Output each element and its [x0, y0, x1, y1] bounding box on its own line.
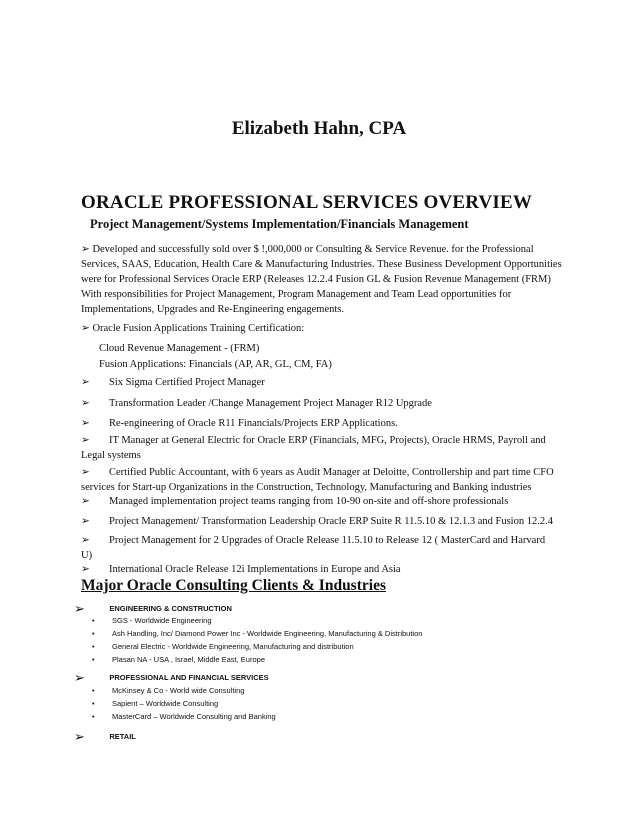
arrow-bullet-icon: ➢ [81, 516, 90, 527]
arrow-bullet-icon: ➢ [74, 670, 85, 685]
arrow-bullet-icon: ➢ [81, 418, 90, 429]
list-item: • Plasan NA - USA , Israel, Middle East, Europe [92, 655, 265, 664]
bullet-icon: • [92, 686, 95, 695]
list-item: ➢ Project Management/ Transformation Leadership Oracle ERP Suite R 11.5.10 & 12.1.3 and Fusion 12.2.4 [81, 516, 553, 527]
bullet-icon: • [92, 616, 95, 625]
bullet-icon: • [92, 699, 95, 708]
list-item: ➢ Project Management for 2 Upgrades of Oracle Release 11.5.10 to Release 12 ( MasterCard and Harvard U) [81, 535, 546, 561]
clients-heading: Major Oracle Consulting Clients & Industries [81, 577, 386, 594]
list-item: • Ash Handling, Inc/ Diamond Power Inc - Worldwide Engineering, Manufacturing & Distribution [92, 629, 423, 638]
arrow-bullet-icon: ➢ [81, 496, 90, 507]
certification-paragraph: ➢ Oracle Fusion Applications Training Certification: [81, 323, 305, 334]
list-item: • McKinsey & Co - World wide Consulting [92, 686, 245, 695]
list-item: ➢ Re-engineering of Oracle R11 Financials/Projects ERP Applications. [81, 418, 398, 429]
list-item: ➢ Certified Public Accountant, with 6 years as Audit Manager at Deloitte, Controllership and part time CFO services for Start-up Organizations in the Construction, Technology, Manufacturing and Banking industries [81, 467, 554, 493]
arrow-bullet-icon: ➢ [81, 535, 90, 546]
list-item: • SGS - Worldwide Engineering [92, 616, 212, 625]
list-item: • MasterCard – Worldwide Consulting and Banking [92, 712, 276, 721]
arrow-bullet-icon: ➢ [81, 377, 90, 388]
section-heading: ORACLE PROFESSIONAL SERVICES OVERVIEW [81, 192, 533, 213]
list-item: ➢ Transformation Leader /Change Management Project Manager R12 Upgrade [81, 398, 432, 409]
list-item: ➢ IT Manager at General Electric for Oracle ERP (Financials, MFG, Projects), Oracle HRMS, Payroll and Legal systems [81, 435, 546, 461]
bullet-icon: • [92, 655, 95, 664]
list-item: ➢ Six Sigma Certified Project Manager [81, 377, 265, 388]
list-item: ➢ Managed implementation project teams ranging from 10-90 on-site and off-shore professionals [81, 496, 509, 507]
arrow-bullet-icon: ➢ [74, 729, 85, 744]
list-item: • Sapient – Worldwide Consulting [92, 699, 219, 708]
summary-paragraph: ➢ Developed and successfully sold over $ !,000,000 or Consulting & Service Revenue. for the Professional Services, SAAS, Education, Health Care & Manufacturing Industries. These Business Development Opportunities were for Professional Services Oracle ERP (Releases 12.2.4 Fusion GL & Fusion Revenue Management (FRM) With responsibilities for Project Management, Program Management and Team Lead opportunities for Implementations, Upgrades and Re-Engineering engagements. [81, 244, 562, 315]
cert-item: Fusion Applications: Financials (AP, AR, GL, CM, FA) [99, 359, 332, 370]
bullet-icon: • [92, 712, 95, 721]
section-subheading: Project Management/Systems Implementation/Financials Management [90, 217, 469, 231]
arrow-bullet-icon: ➢ [81, 435, 90, 446]
category-retail [74, 728, 136, 746]
arrow-bullet-icon: ➢ [81, 467, 90, 478]
candidate-name: Elizabeth Hahn, CPA [231, 118, 407, 139]
arrow-bullet-icon: ➢ [81, 398, 90, 409]
arrow-bullet-icon: ➢ [81, 323, 90, 334]
cert-item: Cloud Revenue Management - (FRM) [99, 343, 260, 354]
list-item: • General Electric - Worldwide Engineering, Manufacturing and distribution [92, 642, 354, 651]
arrow-bullet-icon: ➢ [81, 564, 90, 575]
category-title: RETAIL [109, 732, 136, 741]
arrow-bullet-icon: ➢ [74, 601, 85, 616]
category-title: PROFESSIONAL AND FINANCIAL SERVICES [109, 673, 269, 682]
bullet-icon: • [92, 642, 95, 651]
category-title: ENGINEERING & CONSTRUCTION [109, 604, 232, 613]
arrow-bullet-icon: ➢ [81, 244, 90, 255]
bullet-icon: • [92, 629, 95, 638]
list-item: ➢ International Oracle Release 12i Implementations in Europe and Asia [81, 564, 401, 575]
